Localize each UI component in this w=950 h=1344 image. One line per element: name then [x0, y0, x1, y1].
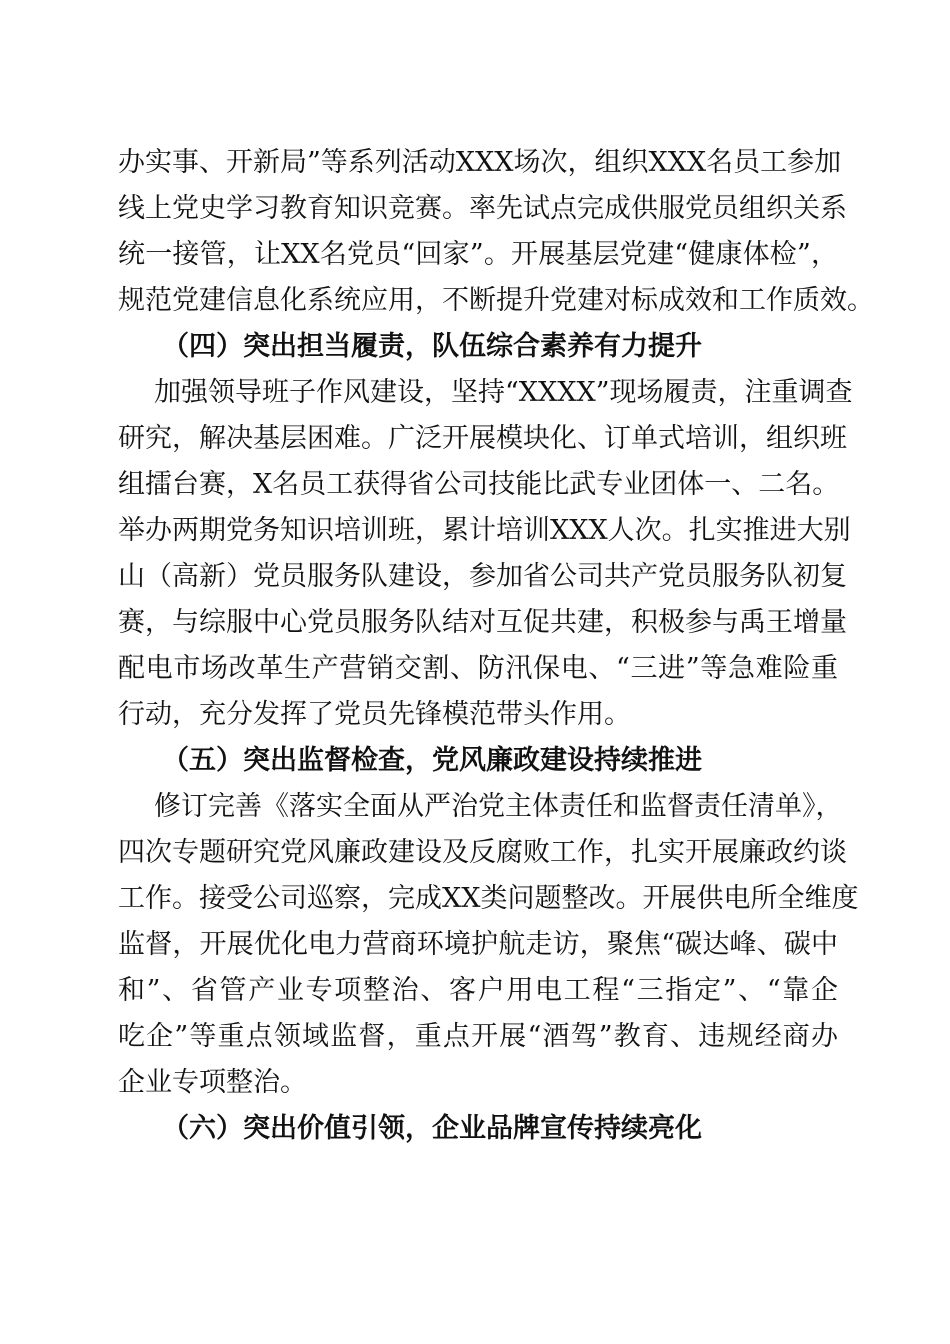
text-line: 组擂台赛，X名员工获得省公司技能比武专业团体一、二名。: [118, 469, 840, 500]
text-line: 举办两期党务知识培训班，累计培训XXX人次。扎实推进大别: [118, 515, 851, 546]
section-heading-5: （五）突出监督检查，党风廉政建设持续推进: [162, 745, 702, 776]
text-line: 统一接管，让XX名党员“回家”。开展基层党建“健康体检”，: [118, 239, 838, 270]
paragraph-supervision: [118, 784, 859, 1106]
text-line: 规范党建信息化系统应用，不断提升党建对标成效和工作质效。: [118, 285, 874, 316]
paragraph-party-building: [118, 140, 874, 324]
text-line: 线上党史学习教育知识竞赛。率先试点完成供服党员组织关系: [118, 193, 847, 224]
text-line: 山（高新）党员服务队建设，参加省公司共产党员服务队初复: [118, 561, 847, 592]
text-line: 赛，与综服中心党员服务队结对互促共建，积极参与禹王增量: [118, 607, 847, 638]
document-page: [118, 140, 874, 1152]
text-line: 和”、省管产业专项整治、客户用电工程“三指定”、“靠企: [118, 975, 838, 1006]
text-line: 企业专项整治。: [118, 1067, 307, 1098]
text-line: 监督，开展优化电力营商环境护航走访，聚焦“碳达峰、碳中: [118, 929, 838, 960]
paragraph-team-quality: [118, 370, 853, 738]
text-line: 工作。接受公司巡察，完成XX类问题整改。开展供电所全维度: [118, 883, 859, 914]
text-line: 修订完善《落实全面从严治党主体责任和监督责任清单》，: [154, 791, 843, 822]
text-line: 四次专题研究党风廉政建设及反腐败工作，扎实开展廉政约谈: [118, 837, 847, 868]
text-line: 加强领导班子作风建设，坚持“XXXX”现场履责，注重调查: [154, 377, 853, 408]
section-heading-6: （六）突出价值引领，企业品牌宣传持续亮化: [162, 1113, 702, 1144]
text-line: 办实事、开新局”等系列活动XXX场次，组织XXX名员工参加: [118, 147, 842, 178]
text-line: 研究，解决基层困难。广泛开展模块化、订单式培训，组织班: [118, 423, 847, 454]
section-heading-4: （四）突出担当履责，队伍综合素养有力提升: [162, 331, 702, 362]
text-line: 配电市场改革生产营销交割、防汛保电、“三进”等急难险重: [118, 653, 838, 684]
text-line: 行动，充分发挥了党员先锋模范带头作用。: [118, 699, 631, 730]
text-line: 吃企”等重点领域监督，重点开展“酒驾”教育、违规经商办: [118, 1021, 838, 1052]
